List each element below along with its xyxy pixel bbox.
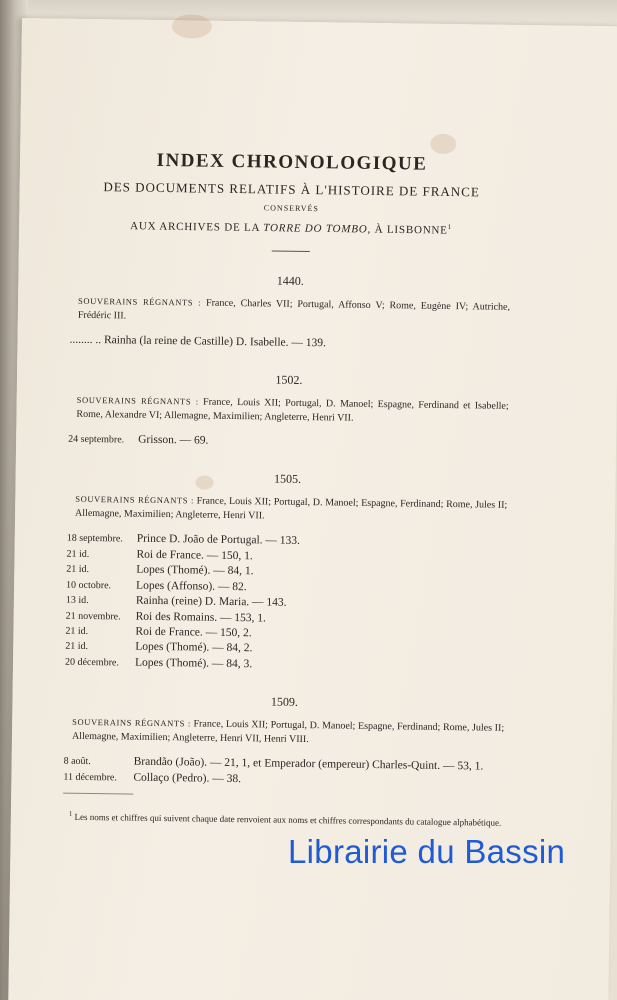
year-section <box>65 469 508 676</box>
archives-suffix: , À LISBONNE <box>367 223 448 237</box>
entry-text: Lopes (Thomé). — 84, 1. <box>136 563 254 578</box>
conserves-line: CONSERVÉS <box>263 203 319 214</box>
page-text <box>63 149 512 829</box>
sovereigns-text: France, Louis XII; Portugal, D. Manoel; Espagne, Ferdinand; Rome, Jules II; Allemagne, Maximilien; Angleterre, Henri VII, Henri VIII. <box>71 718 505 746</box>
entry-date: 21 id. <box>66 563 90 576</box>
year-section <box>69 270 510 354</box>
year-heading: 1509. <box>270 694 299 710</box>
sovereigns-text: France, Louis XII; Portugal, D. Manoel; Espagne, Ferdinand et Isabelle; Rome, Alexandre VI; Allemagne, Maximilien; Angleterre, Henri VII. <box>76 396 509 424</box>
sovereigns-line <box>68 393 508 428</box>
index-subtitle: DES DOCUMENTS RELATIFS À L'HISTOIRE DE FRANCE <box>103 179 480 200</box>
year-heading: 1502. <box>275 372 303 388</box>
entry-date: 18 septembre. <box>66 533 123 545</box>
entry-text: Brandão (João). — 21, 1, et Emperador (empereur) Charles-Quint. — 53, 1. <box>133 755 484 773</box>
entry-date: 11 décembre. <box>63 771 117 783</box>
watermark-logo: Librairie du Bassin <box>288 833 566 870</box>
footnote-text: Les noms et chiffres qui suivent chaque date renvoient aux noms et chiffres correspondants du catalogue alphabétique. <box>74 811 502 828</box>
index-title: INDEX CHRONOLOGIQUE <box>156 149 428 175</box>
year-heading: 1440. <box>276 273 304 288</box>
sovereigns-line <box>70 293 510 328</box>
year-section <box>68 370 509 454</box>
entry-date: 21 id. <box>65 640 89 653</box>
year-heading: 1505. <box>273 472 302 487</box>
footnote <box>63 808 503 829</box>
foxing-stain <box>430 134 456 154</box>
footnote-marker: 1 <box>447 222 453 232</box>
sovereigns-text: France, Charles VII; Portugal, Affonso V; Rome, Eugène IV; Autriche, Frédéric III. <box>77 297 511 322</box>
entry-date: 24 septembre. <box>68 433 125 446</box>
entry-text: ........ .. Rainha (la reine de Castille) D. Isabelle. — 139. <box>69 333 327 349</box>
entry-date: 21 novembre. <box>65 610 121 622</box>
foxing-stain <box>172 14 212 39</box>
entry-row <box>69 332 509 354</box>
entry-date: 13 id. <box>65 594 89 607</box>
entry-text: Lopes (Affonso). — 82. <box>136 579 247 593</box>
entry-text: Roi de France. — 150, 1. <box>136 548 253 563</box>
entry-date: 21 id. <box>65 625 89 637</box>
footnote-rule <box>63 793 133 795</box>
entry-text: Lopes (Thomé). — 84, 3. <box>134 656 253 670</box>
entry-row <box>68 432 508 454</box>
entry-text: Rainha (reine) D. Maria. — 143. <box>135 594 287 609</box>
sovereigns-label: SOUVERAINS RÉGNANTS : <box>72 716 191 729</box>
sovereigns-line <box>67 492 507 527</box>
entry-date: 21 id. <box>66 548 90 560</box>
sovereigns-label: SOUVERAINS RÉGNANTS : <box>77 295 202 308</box>
entry-text: Collaço (Pedro). — 38. <box>133 771 242 785</box>
archives-italic: TORRE DO TOMBO <box>263 222 368 236</box>
entry-text: Prince D. João de Portugal. — 133. <box>136 533 301 548</box>
sovereigns-text: France, Louis XII; Portugal, D. Manoel; Espagne, Ferdinand; Rome, Jules II; Allemagne, Maximilien; Angleterre, Henri VII. <box>75 495 508 522</box>
year-section <box>63 692 504 791</box>
sovereigns-label: SOUVERAINS RÉGNANTS : <box>75 494 195 506</box>
entry-date: 10 octobre. <box>66 579 112 591</box>
entry-date: 20 décembre. <box>64 656 119 669</box>
sovereigns-line <box>64 715 504 750</box>
entry-text: Grisson. — 69. <box>138 433 209 447</box>
footnote-number: 1 <box>68 809 73 818</box>
archives-line <box>71 218 511 238</box>
sovereigns-label: SOUVERAINS RÉGNANTS : <box>76 394 199 407</box>
entry-text: Roi de France. — 150, 2. <box>135 625 252 640</box>
archives-prefix: AUX ARCHIVES DE LA <box>130 220 264 235</box>
entry-text: Lopes (Thomé). — 84, 2. <box>135 640 253 655</box>
title-rule <box>272 250 310 252</box>
entry-date: 8 août. <box>63 755 91 768</box>
entry-text: Roi des Romains. — 153, 1. <box>135 610 267 624</box>
